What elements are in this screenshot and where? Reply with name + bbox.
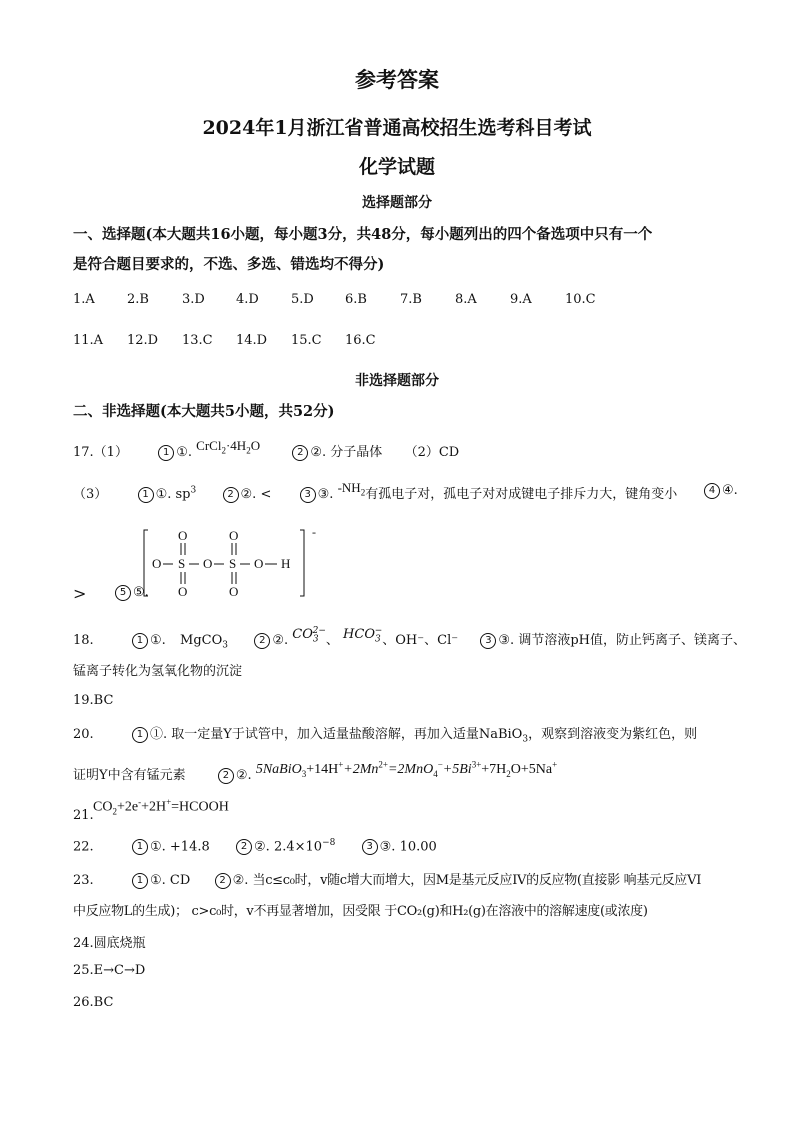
circled-number: 1 — [138, 487, 154, 503]
struct-atom: H — [281, 556, 291, 571]
struct-charge: - — [312, 528, 316, 539]
answer-item: 10.C — [565, 292, 596, 307]
q20-line2: 证明Y中含有锰元素 2 ②. $5NaBiO_3+14H^++2Mn^{2+}=2MnO_4^-+5Bi^{3+}+7H_2O+5Na^+$ — [73, 759, 558, 783]
answer-item: 7.B — [400, 292, 422, 307]
q20-line1: 20. 1 ①. 取一定量Y于试管中，加入适量盐酸溶解，再加入适量NaBiO$_3$，观察到溶液变为紫红色，则 — [73, 727, 698, 745]
answer-item: 8.A — [455, 292, 477, 307]
q21-label: 21. — [73, 808, 94, 823]
struct-atom: O — [178, 584, 188, 599]
q25-answer: 25.E→C→D — [73, 963, 146, 978]
circled-number: 1 — [158, 445, 174, 461]
q17-c3-5: 5 ⑤. — [115, 585, 149, 601]
circled-number: 3 — [362, 839, 378, 855]
subject-title: 化学试题 — [358, 156, 435, 178]
q21-equation: $CO_2+2e^-+2H^+=HCOOH$ — [93, 797, 229, 817]
answer-item: 9.A — [510, 292, 532, 307]
answer-item: 2.B — [127, 292, 149, 307]
peroxydisulfate-structure — [140, 528, 320, 600]
q19-answer: 19.BC — [73, 693, 114, 708]
section2-instruction: 二、非选择题(本大题共5小题，共52分) — [73, 403, 335, 420]
q17-formula: $CrCl_2\cdot 4H_2O$ — [196, 438, 261, 456]
section1-instruction-line1: 一、选择题(本大题共16小题，每小题3分，共48分，每小题列出的四个备选项中只有一个 — [73, 226, 653, 243]
answer-item: 1.A — [73, 292, 95, 307]
q18-hco3: $HCO_3^-$ — [343, 625, 383, 645]
circled-number: 1 — [132, 839, 148, 855]
answer-item: 15.C — [291, 333, 322, 348]
page-title: 参考答案 — [355, 67, 439, 92]
answer-item: 12.D — [127, 333, 159, 348]
q17-label: 17.（1） — [73, 445, 128, 460]
answer-item: 14.D — [236, 333, 268, 348]
struct-atom: O — [152, 556, 162, 571]
q26-answer: 26.BC — [73, 995, 114, 1010]
circled-number: 1 — [132, 727, 148, 743]
q17-part2: （2）CD — [404, 445, 460, 460]
answer-item: 16.C — [345, 333, 376, 348]
answer-item: 5.D — [291, 292, 314, 307]
circled-number: 2 — [218, 768, 234, 784]
answer-item: 3.D — [182, 292, 205, 307]
q18-text1: 调节溶液pH值，防止钙离子、镁离子、 — [518, 633, 746, 648]
circled-number: 3 — [480, 633, 496, 649]
q23-line1: 23. 1 ①. CD 2 ②. 当c≤c₀时，v随c增大而增大，因M是基元反应IV的反应物(直接影 响基元反应VI — [73, 873, 702, 888]
section-heading-choice: 选择题部分 — [362, 195, 432, 211]
struct-atom: O — [178, 528, 188, 543]
struct-atom: S — [178, 556, 186, 571]
circled-number: 2 — [236, 839, 252, 855]
q18-line1: 18. 1 ①. MgCO$_3$ 2 ②. $CO_3^{2-}$、 $HCO_3^-$、OH⁻、Cl⁻ 3 ③. 调节溶液pH值，防止钙离子、镁离子、 — [73, 625, 746, 651]
q17-reason: 有孤电子对，孤电子对对成键电子排斥力大，键角变小 — [365, 487, 678, 502]
q22-line: 22. 1 ①. +14.8 2 ②. $2.4\times 10^{-8}$ 3 ③. 10.00 — [73, 838, 437, 855]
q17-lt: < — [260, 487, 272, 502]
struct-atom: O — [254, 556, 264, 571]
q18-text2: 锰离子转化为氢氧化物的沉淀 — [73, 664, 243, 679]
struct-atom: O — [203, 556, 213, 571]
circled-number: 5 — [115, 585, 131, 601]
q18-mgco3: MgCO$_3$ — [180, 633, 229, 651]
circled-number: 2 — [223, 487, 239, 503]
struct-atom: O — [229, 584, 239, 599]
circled-number: 1 — [132, 873, 148, 889]
q18-label: 18. — [73, 633, 94, 648]
answer-item: 11.A — [73, 333, 104, 348]
q20-label: 20. — [73, 727, 94, 742]
circled-number: 2 — [254, 633, 270, 649]
struct-atom: O — [229, 528, 239, 543]
answer-item: 13.C — [182, 333, 213, 348]
circled-number: 1 — [132, 633, 148, 649]
q17-gt: > — [73, 584, 87, 603]
q17-line2: （3） 1 ①. $sp^3$ 2 ②. < 3 ③. $-NH_2$有孤电子对，孤电子对对成键电子排斥力大，键角变小 — [73, 480, 678, 502]
q17-marker: ①. — [176, 445, 193, 460]
q17-line1: 17.（1） 1 ①. $CrCl_2\cdot 4H_2O$ 2 ②. 分子晶体 （2）CD — [73, 438, 460, 460]
q24-answer: 24.圆底烧瓶 — [73, 936, 146, 951]
answer-item: 6.B — [345, 292, 367, 307]
answer-item: 4.D — [236, 292, 259, 307]
q17-nh2: $-NH_2$ — [337, 480, 366, 498]
struct-atom: S — [229, 556, 237, 571]
q17-crystal: 分子晶体 — [330, 445, 383, 460]
q23-line2: 中反应物L的生成)； c>c₀时，v不再显著增加，因受限 于CO₂(g)和H₂(g)在溶液中的溶解速度(或浓度) — [73, 904, 648, 919]
circled-number: 4 — [704, 483, 720, 499]
circled-number: 3 — [300, 487, 316, 503]
exam-title: 2024年1月浙江省普通高校招生选考科目考试 — [202, 117, 592, 139]
circled-number: 2 — [292, 445, 308, 461]
section-heading-nonchoice: 非选择题部分 — [355, 373, 439, 389]
q17-sp3: $sp^3$ — [175, 485, 197, 502]
circled-number: 2 — [215, 873, 231, 889]
section1-instruction-line2: 是符合题目要求的，不选、多选、错选均不得分) — [73, 256, 385, 273]
q18-co3: $CO_3^{2-}$ — [292, 625, 326, 645]
q20-equation: $5NaBiO_3+14H^++2Mn^{2+}=2MnO_4^-+5Bi^{3+}+7H_2O+5Na^+$ — [255, 759, 558, 779]
q17-c3-4: 4 ④. — [704, 483, 738, 499]
